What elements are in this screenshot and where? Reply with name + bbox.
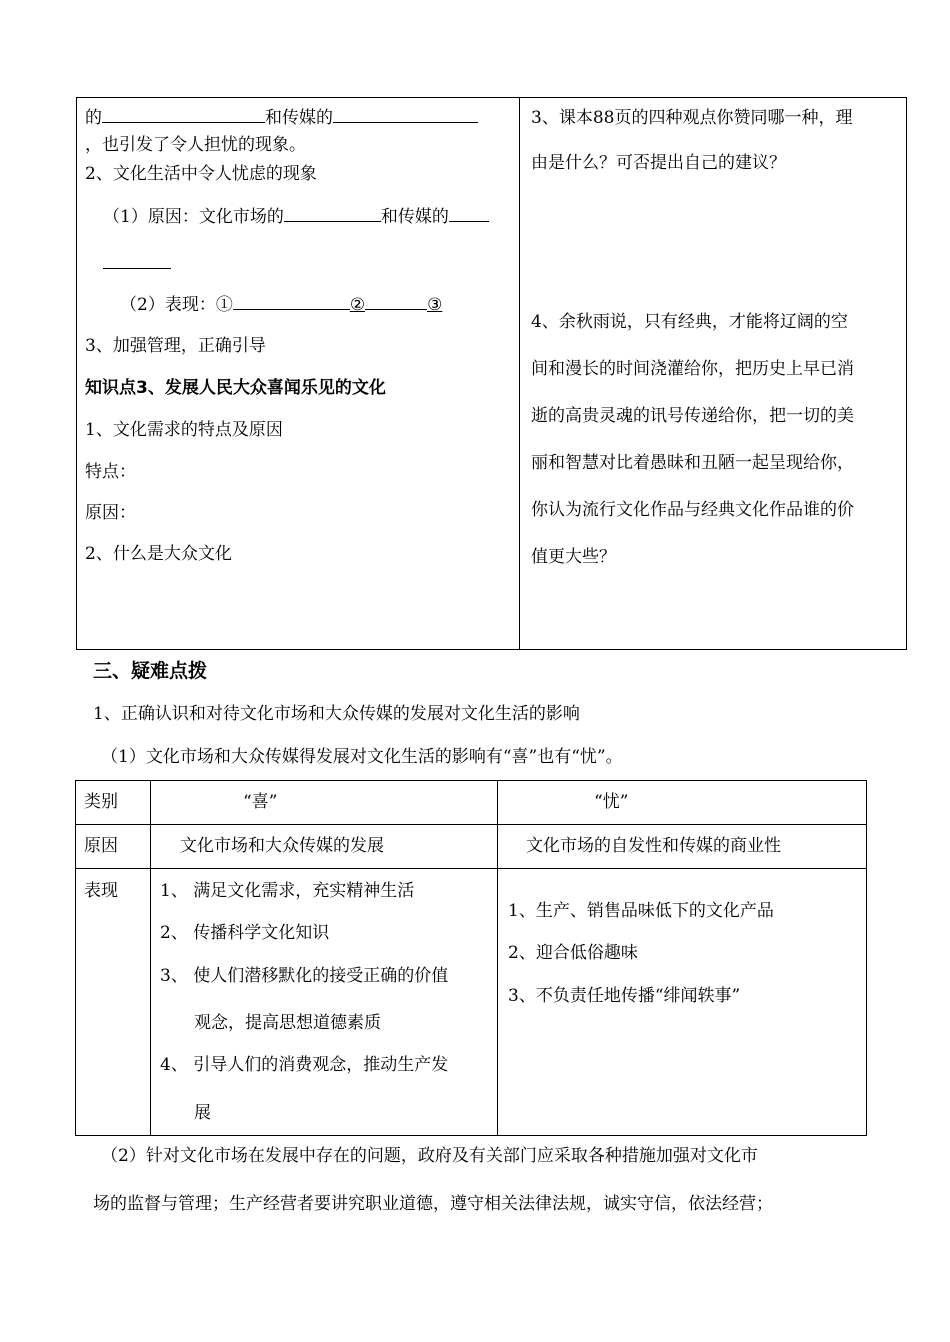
q3-line-1: 3、课本88页的四种观点你赞同哪一种，理 — [531, 108, 853, 128]
table-col-line-2 — [497, 780, 498, 1136]
q4-line-2: 间和漫长的时间浇灌给你，把历史上早已消 — [531, 359, 854, 379]
q4-line-6: 值更大些？ — [531, 547, 616, 567]
section-3-point-1-sub: （1）文化市场和大众传媒得发展对文化生活的影响有“喜”也有“忧”。 — [101, 747, 623, 767]
q3-line-2: 由是什么？可否提出自己的建议？ — [531, 153, 786, 173]
blank-4[interactable] — [449, 203, 489, 222]
joy-item-2: 2、 传播科学文化知识 — [160, 923, 330, 943]
row-label-show: 表现 — [84, 881, 118, 901]
top-table-divider — [519, 97, 520, 650]
worry-item-1: 1、生产、销售品味低下的文化产品 — [508, 901, 774, 921]
joy-item-3-line-2: 观念，提高思想道德素质 — [194, 1013, 381, 1033]
q4-line-1: 4、余秋雨说，只有经典，才能将辽阔的空 — [531, 312, 848, 332]
closing-line-1: （2）针对文化市场在发展中存在的问题，政府及有关部门应采取各种措施加强对文化市 — [101, 1146, 758, 1166]
cause-label: （1）原因：文化市场的 — [103, 207, 284, 227]
joy-item-4-line-1: 4、 引导人们的消费观念，推动生产发 — [160, 1055, 449, 1075]
joy-item-4-line-2: 展 — [194, 1103, 211, 1123]
blank-3[interactable] — [284, 203, 381, 222]
show-label: （2）表现：① — [120, 295, 233, 315]
show-line — [120, 290, 442, 315]
table-col-line-1 — [150, 780, 151, 1136]
header-category: 类别 — [84, 792, 118, 812]
fill-line-2: ，也引发了令人担忧的现象。 — [85, 135, 306, 155]
closing-line-2: 场的监督与管理；生产经营者要讲究职业道德，遵守相关法律法规，诚实守信，依法经营； — [93, 1194, 773, 1214]
circle-2: ② — [349, 295, 366, 315]
blank-5[interactable] — [103, 250, 171, 269]
mass-culture-heading: 2、什么是大众文化 — [85, 544, 232, 564]
blank-1[interactable] — [102, 104, 265, 123]
blank-2[interactable] — [333, 104, 478, 123]
section-3-title: 三、疑难点拨 — [93, 660, 208, 682]
section-3-point-1: 1、正确认识和对待文化市场和大众传媒的发展对文化生活的影响 — [93, 704, 580, 724]
reason-label: 原因： — [85, 503, 136, 523]
q4-line-5: 你认为流行文化作品与经典文化作品谁的价 — [531, 500, 854, 520]
item-2-heading: 2、文化生活中令人忧虑的现象 — [85, 164, 317, 184]
worry-item-3: 3、不负责任地传播“绯闻轶事” — [508, 986, 741, 1006]
demand-heading: 1、文化需求的特点及原因 — [85, 420, 283, 440]
text-and-media: 和传媒的 — [265, 108, 333, 128]
cause-media: 和传媒的 — [380, 207, 449, 227]
blank-6[interactable] — [233, 291, 350, 310]
knowledge-point-3: 知识点3、发展人民大众喜闻乐见的文化 — [85, 378, 386, 398]
row-label-cause: 原因 — [84, 836, 118, 856]
item-3-heading: 3、加强管理，正确引导 — [85, 336, 266, 356]
table-row-line-1 — [75, 824, 867, 825]
feature-label: 特点： — [85, 462, 136, 482]
fill-line-1 — [85, 103, 478, 128]
joy-item-1: 1、 满足文化需求，充实精神生活 — [160, 881, 415, 901]
q4-line-3: 逝的高贵灵魂的讯号传递给你，把一切的美 — [531, 406, 854, 426]
circle-3: ③ — [427, 295, 443, 315]
header-joy: “喜” — [243, 792, 278, 812]
table-row-line-2 — [75, 868, 867, 869]
worry-item-2: 2、迎合低俗趣味 — [508, 943, 638, 963]
cause-continuation — [103, 250, 171, 274]
worry-cause: 文化市场的自发性和传媒的商业性 — [526, 836, 781, 856]
header-worry: “忧” — [594, 792, 629, 812]
text-de: 的 — [85, 108, 102, 128]
joy-cause: 文化市场和大众传媒的发展 — [180, 836, 384, 856]
q4-line-4: 丽和智慧对比着愚昧和丑陋一起呈现给你， — [531, 453, 854, 473]
joy-item-3-line-1: 3、 使人们潜移默化的接受正确的价值 — [160, 966, 449, 986]
blank-7[interactable] — [365, 291, 427, 310]
cause-line — [103, 202, 489, 227]
